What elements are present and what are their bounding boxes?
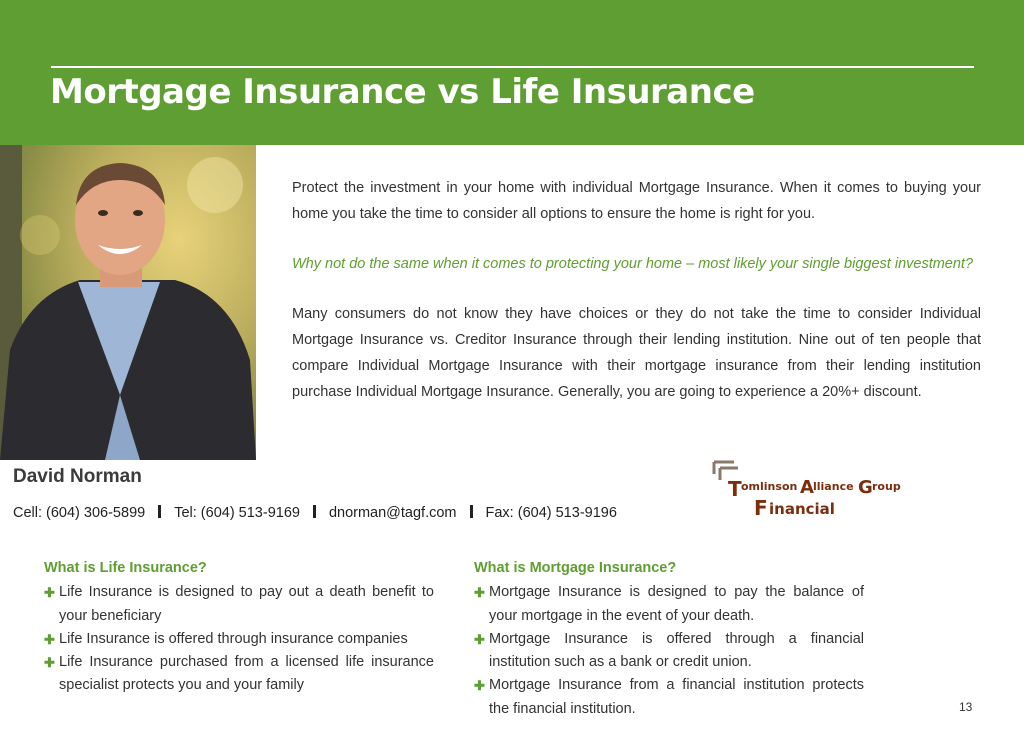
intro-quote: Why not do the same when it comes to protecting your home – most likely your single biggest investment?: [292, 256, 974, 272]
mortgage-insurance-heading: What is Mortgage Insurance?: [474, 560, 677, 576]
list-item: ✚ Life Insurance is designed to pay out a death benefit to your beneficiary: [44, 581, 434, 628]
plus-bullet-icon: ✚: [474, 631, 485, 647]
contact-tel: Tel: (604) 513-9169: [174, 505, 300, 521]
plus-bullet-icon: ✚: [44, 655, 55, 671]
list-item: ✚ Life Insurance purchased from a licensed life insurance specialist protects you and your family: [44, 651, 434, 698]
life-insurance-list: [44, 581, 434, 697]
plus-bullet-icon: ✚: [474, 585, 485, 601]
logo-letter-f: F: [754, 496, 768, 520]
header-banner: [0, 0, 1024, 145]
header-rule: [51, 66, 974, 68]
logo-word-omlinson: omlinson: [741, 480, 798, 493]
intro-paragraph-details: Many consumers do not know they have choices or they do not take the time to consider Individual Mortgage Insurance vs. Creditor Insurance through their lending institution. Nine out of ten people that compare Individual Mortgage Insurance with their mortgage insurance from their lending institution purchase Individual Mortgage Insurance. Generally, you are going to experience a 20%+ discount.: [292, 306, 981, 400]
agent-contact-line: [13, 505, 617, 521]
life-insurance-section: [44, 557, 434, 698]
list-item: ✚ Mortgage Insurance is offered through a financial institution such as a bank or credit union.: [474, 628, 864, 675]
contact-separator: [470, 505, 473, 518]
agent-photo: [0, 145, 256, 460]
logo-word-roup: roup: [872, 480, 901, 493]
plus-bullet-icon: ✚: [44, 631, 55, 647]
agent-portrait-image: [0, 145, 256, 460]
life-insurance-heading: What is Life Insurance?: [44, 560, 207, 576]
plus-bullet-icon: ✚: [44, 585, 55, 601]
company-logo: [712, 460, 912, 520]
contact-email[interactable]: dnorman@tagf.com: [328, 505, 457, 521]
contact-fax: Fax: (604) 513-9196: [485, 505, 617, 521]
contact-cell: Cell: (604) 306-5899: [13, 505, 146, 521]
list-item: ✚ Life Insurance is offered through insurance companies: [44, 628, 434, 651]
mortgage-insurance-section: [474, 557, 864, 721]
intro-text: [292, 175, 981, 405]
logo-word-lliance: lliance: [813, 480, 854, 493]
agent-name: David Norman: [13, 466, 142, 487]
list-item: ✚ Mortgage Insurance is designed to pay the balance of your mortgage in the event of your death.: [474, 581, 864, 628]
plus-bullet-icon: ✚: [474, 678, 485, 694]
contact-separator: [313, 505, 316, 518]
mortgage-insurance-list: [474, 581, 864, 721]
logo-letter-t: T: [728, 477, 742, 501]
contact-separator: [158, 505, 161, 518]
list-item: ✚ Mortgage Insurance from a financial institution protects the financial institution.: [474, 674, 864, 721]
page-title: Mortgage Insurance vs Life Insurance: [50, 72, 755, 112]
logo-letter-g: G: [858, 477, 873, 498]
intro-paragraph: Protect the investment in your home with individual Mortgage Insurance. When it comes to buying your home you take the time to consider all options to ensure the home is right for you.: [292, 180, 981, 222]
logo-word-inancial: inancial: [769, 500, 835, 518]
logo-letter-a: A: [800, 477, 814, 498]
page-number: 13: [959, 700, 973, 714]
